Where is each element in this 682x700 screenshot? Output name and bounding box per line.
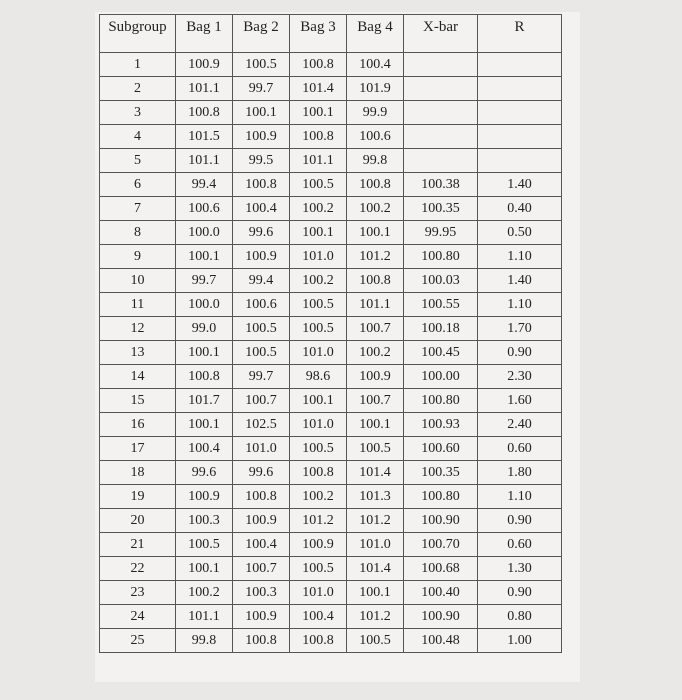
subgroup-cell: 22 — [100, 557, 176, 581]
subgroup-cell: 4 — [100, 125, 176, 149]
bag1-cell: 100.5 — [176, 533, 233, 557]
xbar-cell: 100.90 — [404, 605, 478, 629]
table-row — [100, 509, 562, 533]
xbar-cell — [404, 101, 478, 125]
range-cell — [478, 101, 562, 125]
range-cell: 1.70 — [478, 317, 562, 341]
table-row — [100, 365, 562, 389]
bag3-cell: 101.1 — [290, 149, 347, 173]
bag3-cell: 100.5 — [290, 173, 347, 197]
bag4-cell: 101.4 — [347, 461, 404, 485]
xbar-cell: 100.90 — [404, 509, 478, 533]
bag1-cell: 100.1 — [176, 341, 233, 365]
xbar-cell: 100.48 — [404, 629, 478, 653]
xbar-cell: 100.38 — [404, 173, 478, 197]
bag2-cell: 100.4 — [233, 533, 290, 557]
xbar-cell: 100.18 — [404, 317, 478, 341]
bag3-cell: 100.8 — [290, 629, 347, 653]
bag2-cell: 99.6 — [233, 461, 290, 485]
bag3-cell: 100.1 — [290, 101, 347, 125]
range-cell — [478, 77, 562, 101]
table-row — [100, 461, 562, 485]
subgroup-cell: 8 — [100, 221, 176, 245]
bag4-cell: 101.3 — [347, 485, 404, 509]
range-cell: 0.60 — [478, 437, 562, 461]
bag3-cell: 100.9 — [290, 533, 347, 557]
table-row — [100, 485, 562, 509]
bag2-cell: 100.8 — [233, 173, 290, 197]
subgroup-cell: 21 — [100, 533, 176, 557]
bag2-cell: 99.7 — [233, 365, 290, 389]
bag3-cell: 101.0 — [290, 245, 347, 269]
xbar-cell: 99.95 — [404, 221, 478, 245]
range-cell: 0.90 — [478, 581, 562, 605]
subgroup-cell: 2 — [100, 77, 176, 101]
xbar-cell — [404, 125, 478, 149]
bag4-cell: 101.2 — [347, 605, 404, 629]
bag3-cell: 101.4 — [290, 77, 347, 101]
bag3-cell: 100.2 — [290, 269, 347, 293]
bag2-cell: 100.5 — [233, 341, 290, 365]
bag3-cell: 100.8 — [290, 461, 347, 485]
bag1-cell: 100.1 — [176, 557, 233, 581]
bag1-cell: 99.6 — [176, 461, 233, 485]
table-row — [100, 77, 562, 101]
table-row — [100, 269, 562, 293]
xbar-cell: 100.60 — [404, 437, 478, 461]
bag1-cell: 99.8 — [176, 629, 233, 653]
subgroup-cell: 20 — [100, 509, 176, 533]
bag2-cell: 100.4 — [233, 197, 290, 221]
subgroup-cell: 12 — [100, 317, 176, 341]
header-xbar: X-bar — [404, 15, 478, 53]
bag2-cell: 101.0 — [233, 437, 290, 461]
xbar-cell: 100.03 — [404, 269, 478, 293]
xbar-cell: 100.45 — [404, 341, 478, 365]
bag4-cell: 100.9 — [347, 365, 404, 389]
table-row — [100, 389, 562, 413]
range-cell: 1.30 — [478, 557, 562, 581]
table-row — [100, 293, 562, 317]
bag3-cell: 100.8 — [290, 125, 347, 149]
bag4-cell: 100.4 — [347, 53, 404, 77]
bag4-cell: 100.2 — [347, 341, 404, 365]
bag2-cell: 100.7 — [233, 557, 290, 581]
bag1-cell: 99.4 — [176, 173, 233, 197]
bag3-cell: 100.4 — [290, 605, 347, 629]
range-cell: 0.80 — [478, 605, 562, 629]
bag4-cell: 100.7 — [347, 389, 404, 413]
bag4-cell: 101.2 — [347, 509, 404, 533]
bag4-cell: 100.8 — [347, 173, 404, 197]
bag3-cell: 101.2 — [290, 509, 347, 533]
bag1-cell: 101.1 — [176, 77, 233, 101]
table-row — [100, 197, 562, 221]
bag1-cell: 100.6 — [176, 197, 233, 221]
bag1-cell: 101.7 — [176, 389, 233, 413]
range-cell: 1.10 — [478, 293, 562, 317]
subgroup-cell: 23 — [100, 581, 176, 605]
bag1-cell: 100.8 — [176, 101, 233, 125]
bag1-cell: 100.8 — [176, 365, 233, 389]
table-row — [100, 125, 562, 149]
subgroup-cell: 11 — [100, 293, 176, 317]
bag2-cell: 100.7 — [233, 389, 290, 413]
range-cell — [478, 149, 562, 173]
range-cell: 0.60 — [478, 533, 562, 557]
table-row — [100, 221, 562, 245]
bag2-cell: 100.5 — [233, 53, 290, 77]
xbar-cell: 100.93 — [404, 413, 478, 437]
table-row — [100, 341, 562, 365]
header-bag1: Bag 1 — [176, 15, 233, 53]
subgroup-data-table — [99, 14, 562, 653]
range-cell: 1.60 — [478, 389, 562, 413]
bag3-cell: 100.8 — [290, 53, 347, 77]
bag4-cell: 100.1 — [347, 221, 404, 245]
bag2-cell: 99.4 — [233, 269, 290, 293]
xbar-cell: 100.70 — [404, 533, 478, 557]
bag2-cell: 99.5 — [233, 149, 290, 173]
xbar-cell: 100.55 — [404, 293, 478, 317]
xbar-cell: 100.80 — [404, 485, 478, 509]
bag2-cell: 100.9 — [233, 125, 290, 149]
bag4-cell: 101.0 — [347, 533, 404, 557]
bag4-cell: 100.1 — [347, 581, 404, 605]
bag2-cell: 100.8 — [233, 485, 290, 509]
bag4-cell: 100.8 — [347, 269, 404, 293]
table-row — [100, 557, 562, 581]
xbar-cell: 100.80 — [404, 245, 478, 269]
xbar-cell: 100.68 — [404, 557, 478, 581]
bag2-cell: 99.7 — [233, 77, 290, 101]
bag1-cell: 101.1 — [176, 605, 233, 629]
header-bag2: Bag 2 — [233, 15, 290, 53]
bag1-cell: 101.1 — [176, 149, 233, 173]
bag2-cell: 100.9 — [233, 509, 290, 533]
range-cell: 0.90 — [478, 341, 562, 365]
bag4-cell: 101.9 — [347, 77, 404, 101]
bag2-cell: 100.5 — [233, 317, 290, 341]
bag3-cell: 101.0 — [290, 581, 347, 605]
subgroup-cell: 10 — [100, 269, 176, 293]
subgroup-cell: 24 — [100, 605, 176, 629]
range-cell: 1.80 — [478, 461, 562, 485]
bag3-cell: 100.5 — [290, 437, 347, 461]
bag3-cell: 100.2 — [290, 197, 347, 221]
bag4-cell: 100.1 — [347, 413, 404, 437]
bag1-cell: 100.1 — [176, 413, 233, 437]
bag4-cell: 100.7 — [347, 317, 404, 341]
bag3-cell: 100.1 — [290, 389, 347, 413]
bag1-cell: 99.0 — [176, 317, 233, 341]
bag3-cell: 101.0 — [290, 413, 347, 437]
range-cell — [478, 125, 562, 149]
bag4-cell: 100.5 — [347, 629, 404, 653]
bag2-cell: 100.8 — [233, 629, 290, 653]
xbar-cell: 100.00 — [404, 365, 478, 389]
bag2-cell: 100.1 — [233, 101, 290, 125]
bag1-cell: 100.9 — [176, 53, 233, 77]
bag4-cell: 100.6 — [347, 125, 404, 149]
subgroup-cell: 5 — [100, 149, 176, 173]
bag4-cell: 99.9 — [347, 101, 404, 125]
xbar-cell: 100.35 — [404, 461, 478, 485]
bag4-cell: 100.2 — [347, 197, 404, 221]
range-cell: 1.40 — [478, 173, 562, 197]
bag3-cell: 101.0 — [290, 341, 347, 365]
subgroup-cell: 1 — [100, 53, 176, 77]
table-row — [100, 413, 562, 437]
bag4-cell: 100.5 — [347, 437, 404, 461]
bag4-cell: 99.8 — [347, 149, 404, 173]
subgroup-cell: 6 — [100, 173, 176, 197]
bag3-cell: 100.5 — [290, 557, 347, 581]
table-row — [100, 101, 562, 125]
bag2-cell: 100.9 — [233, 245, 290, 269]
range-cell: 1.10 — [478, 485, 562, 509]
table-row — [100, 605, 562, 629]
bag2-cell: 102.5 — [233, 413, 290, 437]
table-row — [100, 533, 562, 557]
bag1-cell: 99.7 — [176, 269, 233, 293]
bag3-cell: 98.6 — [290, 365, 347, 389]
bag1-cell: 101.5 — [176, 125, 233, 149]
bag1-cell: 100.2 — [176, 581, 233, 605]
subgroup-cell: 25 — [100, 629, 176, 653]
bag4-cell: 101.4 — [347, 557, 404, 581]
bag1-cell: 100.0 — [176, 221, 233, 245]
table-row — [100, 437, 562, 461]
subgroup-cell: 16 — [100, 413, 176, 437]
bag2-cell: 100.9 — [233, 605, 290, 629]
xbar-cell — [404, 149, 478, 173]
subgroup-cell: 13 — [100, 341, 176, 365]
header-range: R — [478, 15, 562, 53]
bag3-cell: 100.5 — [290, 317, 347, 341]
range-cell: 1.10 — [478, 245, 562, 269]
bag1-cell: 100.4 — [176, 437, 233, 461]
table-row — [100, 245, 562, 269]
subgroup-cell: 15 — [100, 389, 176, 413]
bag1-cell: 100.0 — [176, 293, 233, 317]
bag3-cell: 100.2 — [290, 485, 347, 509]
bag2-cell: 100.3 — [233, 581, 290, 605]
range-cell: 1.00 — [478, 629, 562, 653]
subgroup-cell: 14 — [100, 365, 176, 389]
range-cell: 2.40 — [478, 413, 562, 437]
subgroup-cell: 18 — [100, 461, 176, 485]
header-bag4: Bag 4 — [347, 15, 404, 53]
table-row — [100, 173, 562, 197]
table-row — [100, 53, 562, 77]
subgroup-cell: 19 — [100, 485, 176, 509]
table-row — [100, 629, 562, 653]
range-cell — [478, 53, 562, 77]
bag1-cell: 100.9 — [176, 485, 233, 509]
bag3-cell: 100.5 — [290, 293, 347, 317]
header-bag3: Bag 3 — [290, 15, 347, 53]
xbar-cell — [404, 77, 478, 101]
bag1-cell: 100.1 — [176, 245, 233, 269]
xbar-cell — [404, 53, 478, 77]
bag1-cell: 100.3 — [176, 509, 233, 533]
bag2-cell: 99.6 — [233, 221, 290, 245]
subgroup-cell: 7 — [100, 197, 176, 221]
header-subgroup: Subgroup — [100, 15, 176, 53]
range-cell: 2.30 — [478, 365, 562, 389]
bag4-cell: 101.1 — [347, 293, 404, 317]
table-row — [100, 317, 562, 341]
range-cell: 0.50 — [478, 221, 562, 245]
range-cell: 0.90 — [478, 509, 562, 533]
xbar-cell: 100.80 — [404, 389, 478, 413]
xbar-cell: 100.40 — [404, 581, 478, 605]
range-cell: 1.40 — [478, 269, 562, 293]
subgroup-cell: 17 — [100, 437, 176, 461]
subgroup-cell: 3 — [100, 101, 176, 125]
bag2-cell: 100.6 — [233, 293, 290, 317]
subgroup-cell: 9 — [100, 245, 176, 269]
bag4-cell: 101.2 — [347, 245, 404, 269]
bag3-cell: 100.1 — [290, 221, 347, 245]
table-row — [100, 581, 562, 605]
xbar-cell: 100.35 — [404, 197, 478, 221]
table-row — [100, 149, 562, 173]
header-row — [100, 15, 562, 53]
range-cell: 0.40 — [478, 197, 562, 221]
